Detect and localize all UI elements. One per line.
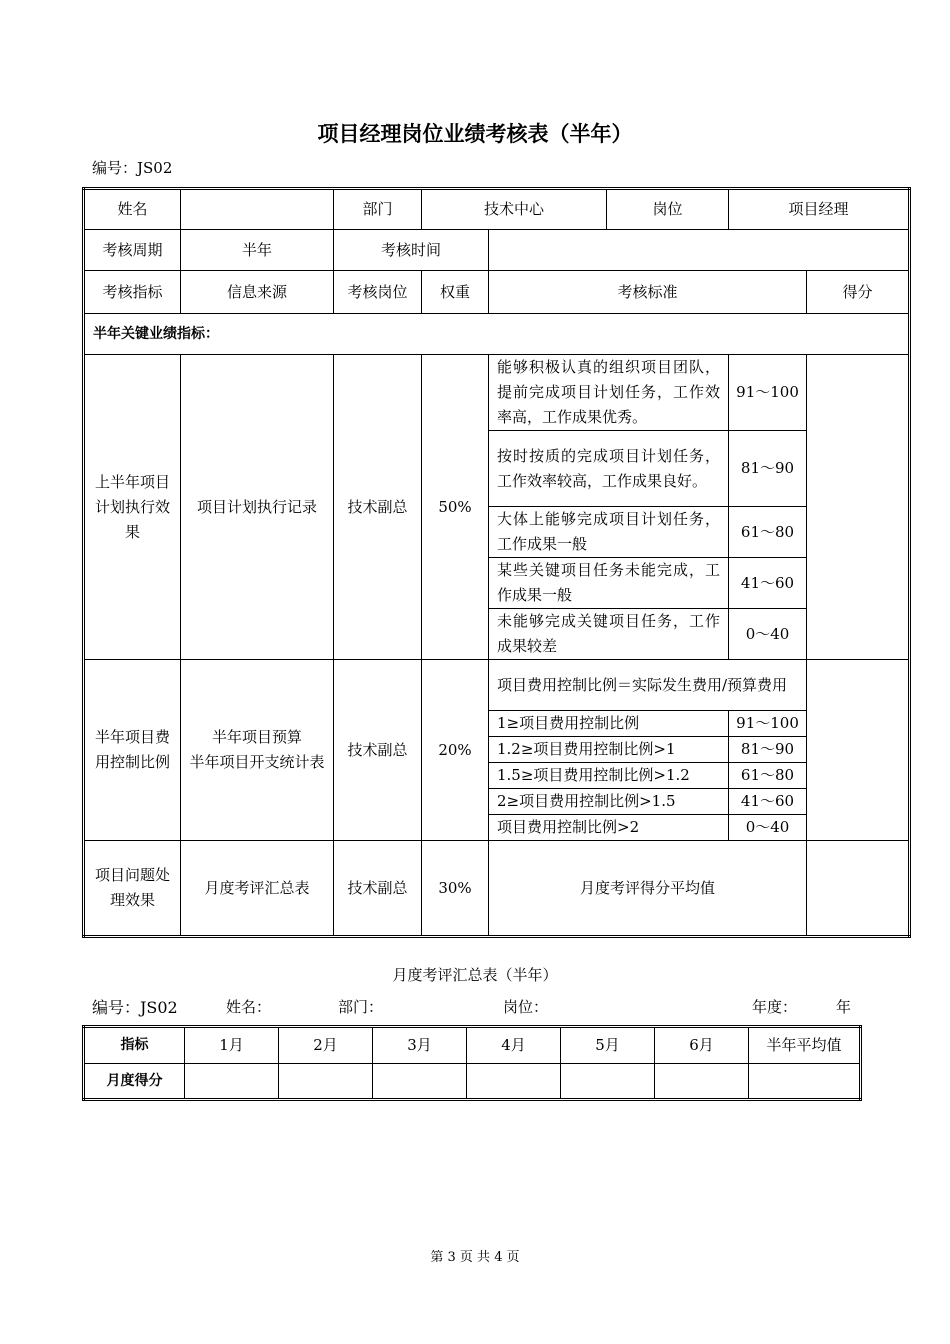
monthly-header-month: 3月 xyxy=(373,1027,467,1064)
kpi-name: 上半年项目计划执行效果 xyxy=(84,355,181,660)
monthly-score-label: 月度得分 xyxy=(84,1064,185,1100)
kpi-weight: 20% xyxy=(422,660,489,841)
criterion-range: 61～80 xyxy=(729,507,807,558)
criterion-text: 未能够完成关键项目任务，工作成果较差 xyxy=(489,609,729,660)
kpi-source: 月度考评汇总表 xyxy=(181,841,334,937)
criterion-range: 81～90 xyxy=(729,431,807,507)
time-value xyxy=(489,230,910,271)
monthly-header-indicator: 指标 xyxy=(84,1027,185,1064)
source-line: 半年项目预算 xyxy=(211,728,302,746)
name-value xyxy=(181,189,334,230)
monthly-name-label: 姓名： xyxy=(226,998,272,1016)
col-source: 信息来源 xyxy=(181,271,334,314)
kpi-post: 技术副总 xyxy=(334,355,422,660)
source-line: 半年项目开支统计表 xyxy=(189,753,325,771)
col-post: 考核岗位 xyxy=(334,271,422,314)
kpi-score xyxy=(807,660,910,841)
kpi-standard: 月度考评得分平均值 xyxy=(489,841,807,937)
monthly-year-suffix: 年 xyxy=(836,998,852,1016)
col-standard: 考核标准 xyxy=(489,271,807,314)
kpi-weight: 30% xyxy=(422,841,489,937)
section-label: 半年关键业绩指标： xyxy=(84,314,910,355)
kpi-score xyxy=(807,355,910,660)
kpi-post: 技术副总 xyxy=(334,660,422,841)
criterion-range: 81～90 xyxy=(729,737,807,763)
criterion-text: 1≥项目费用控制比例 xyxy=(489,711,729,737)
monthly-table xyxy=(82,1025,862,1101)
kpi-score xyxy=(807,841,910,937)
monthly-score-cell xyxy=(373,1064,467,1100)
kpi-source xyxy=(181,660,334,841)
monthly-post-label: 岗位： xyxy=(503,998,549,1016)
monthly-score-cell xyxy=(655,1064,749,1100)
col-indicator: 考核指标 xyxy=(84,271,181,314)
criterion-range: 91～100 xyxy=(729,355,807,431)
criterion-text: 1.2≥项目费用控制比例>1 xyxy=(489,737,729,763)
monthly-header-month: 2月 xyxy=(279,1027,373,1064)
monthly-header-month: 6月 xyxy=(655,1027,749,1064)
criterion-range: 41～60 xyxy=(729,558,807,609)
monthly-header-month: 1月 xyxy=(185,1027,279,1064)
criterion-range: 0～40 xyxy=(729,609,807,660)
monthly-header-average: 半年平均值 xyxy=(749,1027,861,1064)
form-code: 编号：JS02 xyxy=(92,159,173,177)
monthly-header-month: 4月 xyxy=(467,1027,561,1064)
criterion-text: 2≥项目费用控制比例>1.5 xyxy=(489,789,729,815)
dept-label: 部门 xyxy=(334,189,422,230)
monthly-score-cell xyxy=(749,1064,861,1100)
kpi-source: 项目计划执行记录 xyxy=(181,355,334,660)
criterion-text: 1.5≥项目费用控制比例>1.2 xyxy=(489,763,729,789)
criterion-text: 大体上能够完成项目计划任务，工作成果一般 xyxy=(489,507,729,558)
criterion-text: 按时按质的完成项目计划任务，工作效率较高，工作成果良好。 xyxy=(489,431,729,507)
kpi-weight: 50% xyxy=(422,355,489,660)
criterion-range: 91～100 xyxy=(729,711,807,737)
criterion-text: 某些关键项目任务未能完成，工作成果一般 xyxy=(489,558,729,609)
dept-value: 技术中心 xyxy=(422,189,607,230)
monthly-score-cell xyxy=(467,1064,561,1100)
criterion-range: 41～60 xyxy=(729,789,807,815)
monthly-dept-label: 部门： xyxy=(338,998,384,1016)
criterion-text: 能够积极认真的组织项目团队，提前完成项目计划任务，工作效率高，工作成果优秀。 xyxy=(489,355,729,431)
cost-formula: 项目费用控制比例＝实际发生费用/预算费用 xyxy=(489,660,807,711)
monthly-score-cell xyxy=(185,1064,279,1100)
period-value: 半年 xyxy=(181,230,334,271)
time-label: 考核时间 xyxy=(334,230,489,271)
col-score: 得分 xyxy=(807,271,910,314)
post-value: 项目经理 xyxy=(729,189,910,230)
criterion-range: 0～40 xyxy=(729,815,807,841)
criterion-range: 61～80 xyxy=(729,763,807,789)
criterion-text: 项目费用控制比例>2 xyxy=(489,815,729,841)
monthly-header-month: 5月 xyxy=(561,1027,655,1064)
page-footer: 第 3 页 共 4 页 xyxy=(430,1250,520,1265)
assessment-table xyxy=(82,187,911,938)
page-title: 项目经理岗位业绩考核表（半年） xyxy=(317,122,633,146)
name-label: 姓名 xyxy=(84,189,181,230)
monthly-score-cell xyxy=(561,1064,655,1100)
kpi-name: 半年项目费用控制比例 xyxy=(84,660,181,841)
col-weight: 权重 xyxy=(422,271,489,314)
monthly-year-label: 年度： xyxy=(752,998,798,1016)
monthly-code: 编号：JS02 xyxy=(92,998,178,1017)
monthly-score-cell xyxy=(279,1064,373,1100)
kpi-post: 技术副总 xyxy=(334,841,422,937)
period-label: 考核周期 xyxy=(84,230,181,271)
post-label: 岗位 xyxy=(607,189,729,230)
monthly-title: 月度考评汇总表（半年） xyxy=(392,966,558,984)
kpi-name: 项目问题处理效果 xyxy=(84,841,181,937)
